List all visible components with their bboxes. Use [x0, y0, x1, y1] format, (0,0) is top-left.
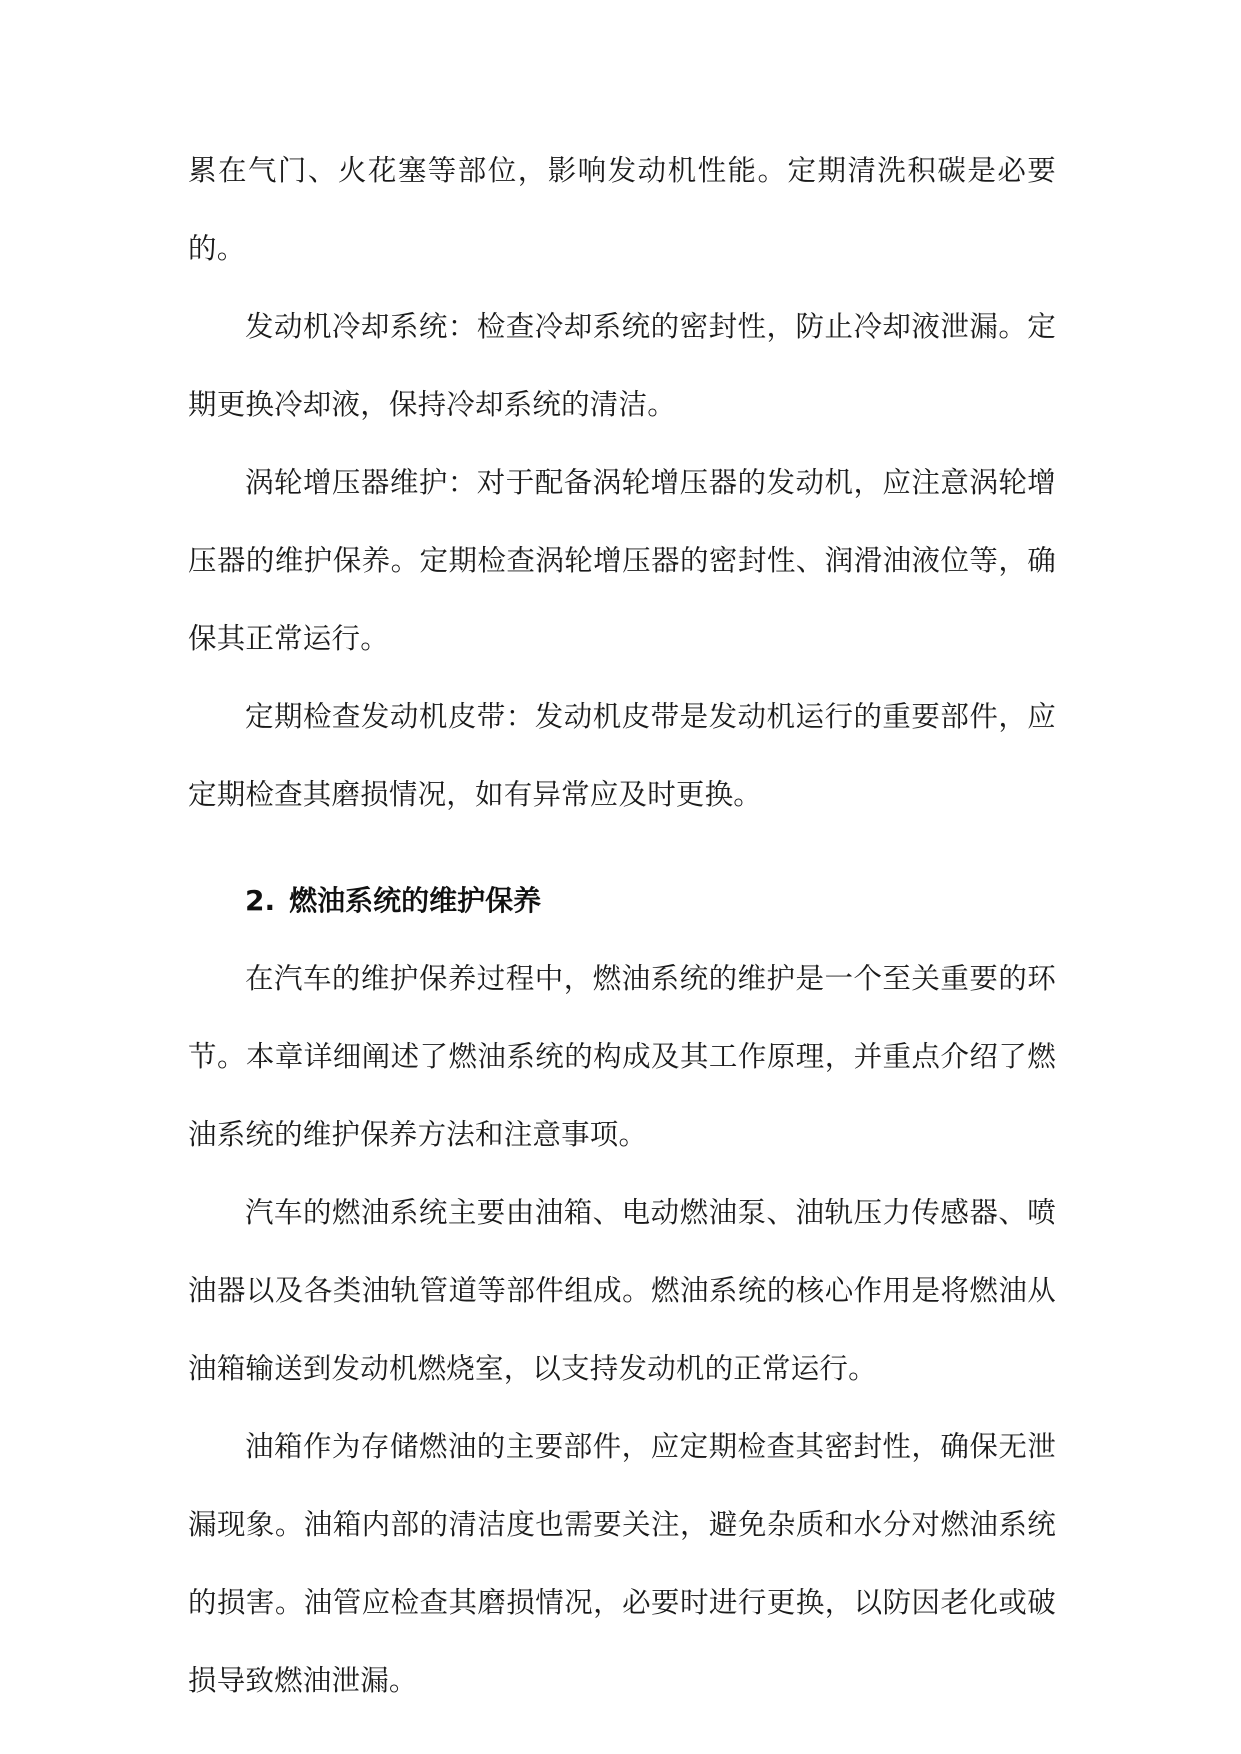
paragraph-fuel-intro: 在汽车的维护保养过程中，燃油系统的维护是一个至关重要的环节。本章详细阐述了燃油系统的构成及其工作原理，并重点介绍了燃油系统的维护保养方法和注意事项。: [188, 962, 1056, 1151]
paragraph-fuel-tank: 油箱作为存储燃油的主要部件，应定期检查其密封性，确保无泄漏现象。油箱内部的清洁度也需要关注，避免杂质和水分对燃油系统的损害。油管应检查其磨损情况，必要时进行更换，以防因老化或破损导致燃油泄漏。: [188, 1430, 1056, 1697]
paragraph-engine-belt: 定期检查发动机皮带：发动机皮带是发动机运行的重要部件，应定期检查其磨损情况，如有异常应及时更换。: [188, 700, 1056, 811]
section-title: 燃油系统的维护保养: [289, 884, 542, 917]
paragraph-turbocharger: 涡轮增压器维护：对于配备涡轮增压器的发动机，应注意涡轮增压器的维护保养。定期检查涡轮增压器的密封性、润滑油液位等，确保其正常运行。: [188, 466, 1056, 655]
paragraph-fuel-components: 汽车的燃油系统主要由油箱、电动燃油泵、油轨压力传感器、喷油器以及各类油轨管道等部件组成。燃油系统的核心作用是将燃油从油箱输送到发动机燃烧室，以支持发动机的正常运行。: [188, 1196, 1056, 1385]
section-heading: [188, 834, 1056, 940]
paragraph-carbon-cleaning: 累在气门、火花塞等部位，影响发动机性能。定期清洗积碳是必要的。: [188, 154, 1056, 265]
section-number: 2.: [245, 884, 276, 917]
document-body: [188, 132, 1056, 1720]
paragraph-cooling-system: 发动机冷却系统：检查冷却系统的密封性，防止冷却液泄漏。定期更换冷却液，保持冷却系统的清洁。: [188, 310, 1056, 421]
